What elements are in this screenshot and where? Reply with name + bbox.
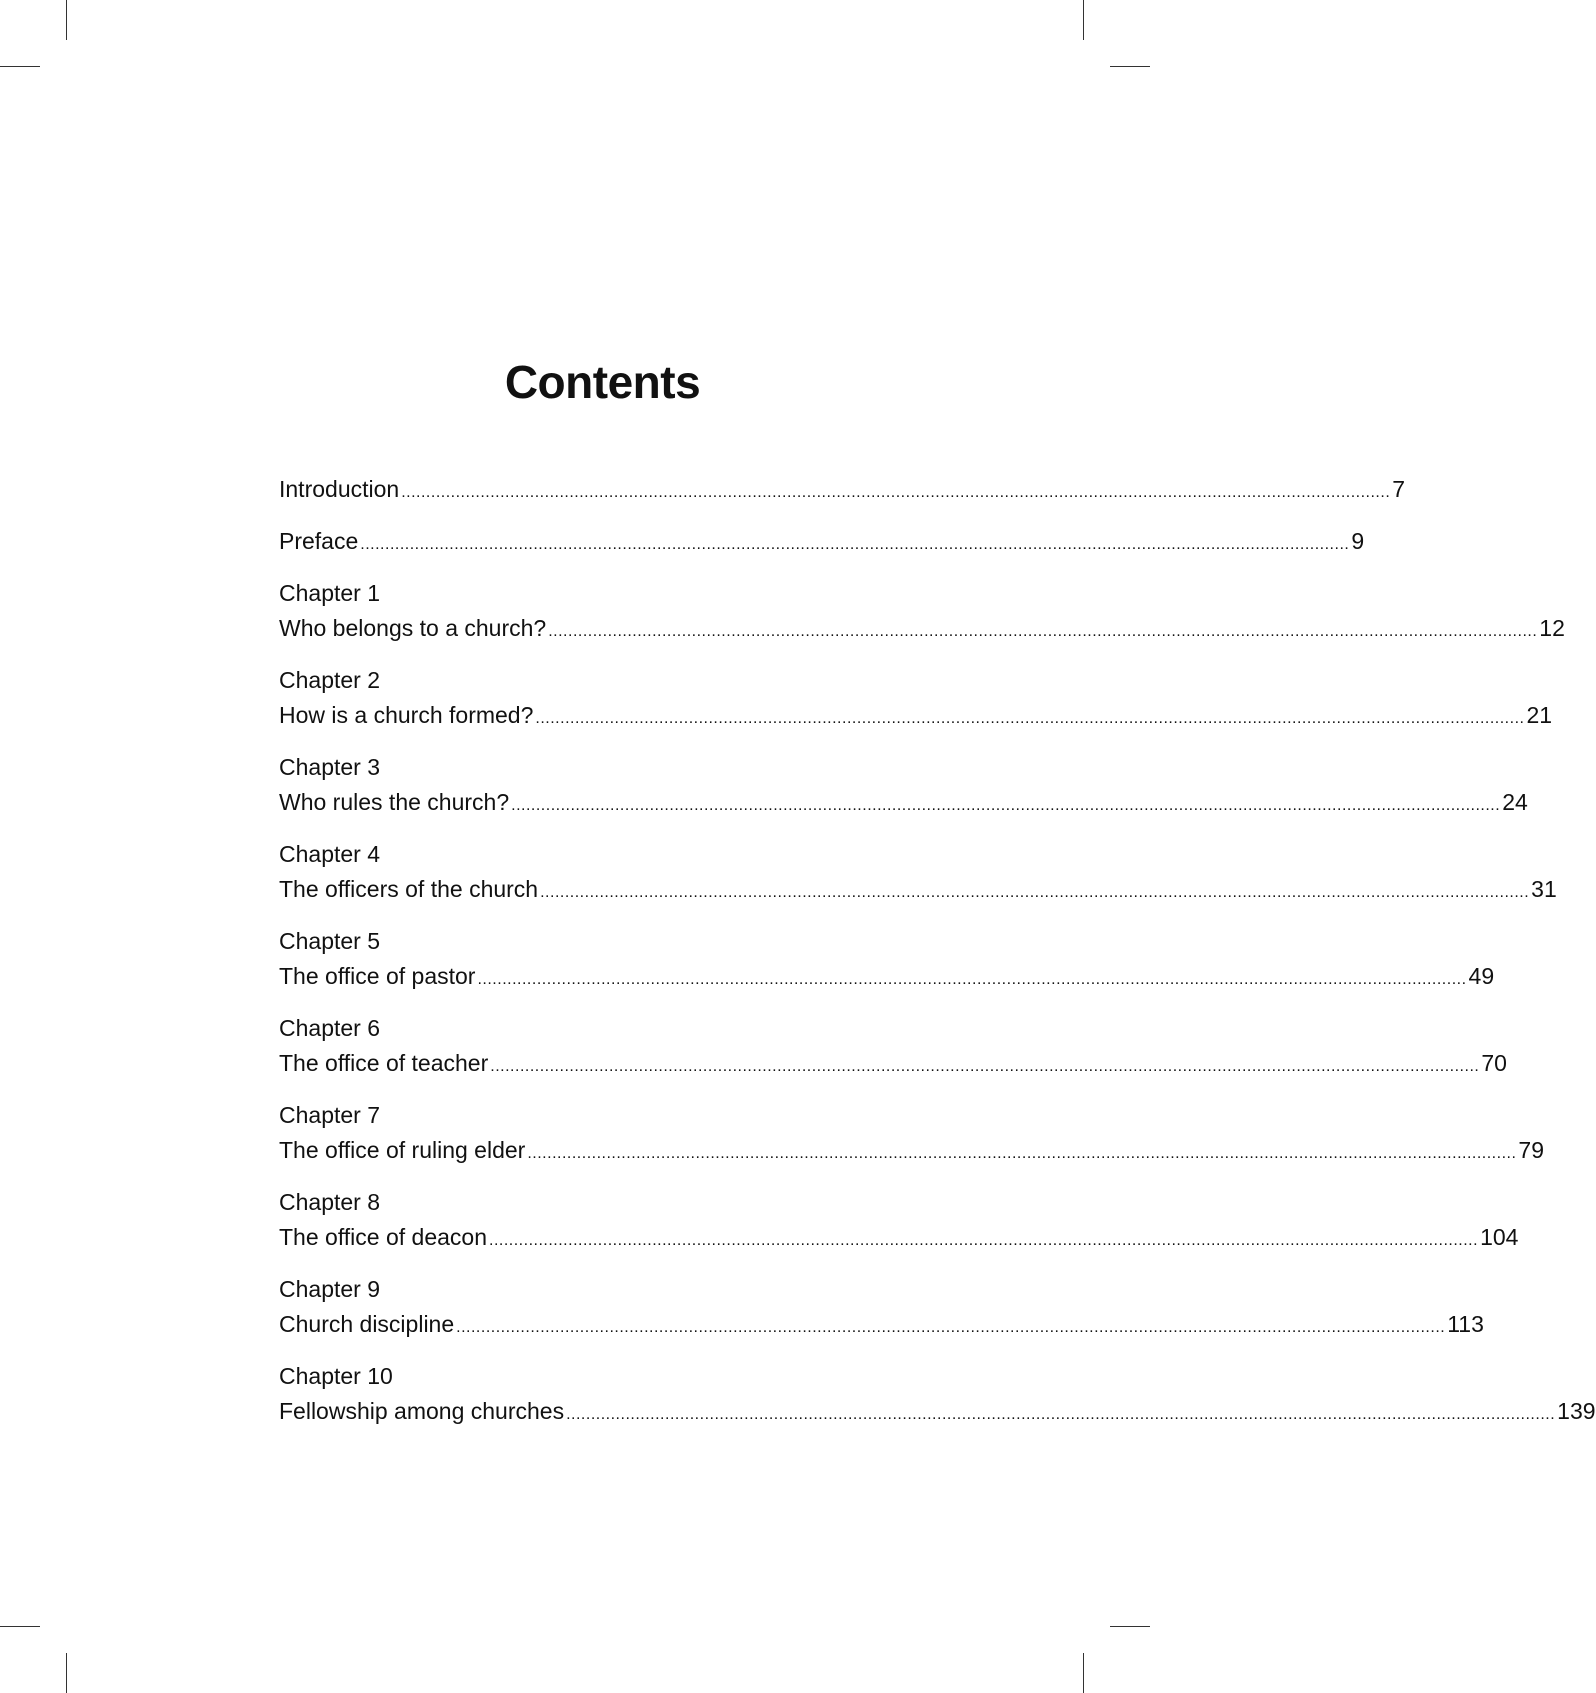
- dot-leader: ........................................................................................................................................................................................................: [540, 884, 1530, 901]
- toc-entry-title: Church discipline: [279, 1311, 455, 1337]
- toc-page-number: 12: [1539, 615, 1565, 641]
- toc-entry: [279, 1272, 1484, 1342]
- dot-leader: ........................................................................................................................................................................................................: [360, 536, 1350, 553]
- toc-entry: [279, 576, 1565, 646]
- toc-line[interactable]: [279, 472, 1406, 507]
- toc-entry-title: The office of pastor: [279, 963, 476, 989]
- toc-line[interactable]: [279, 524, 1365, 559]
- dot-leader: ........................................................................................................................................................................................................: [527, 1145, 1517, 1162]
- toc-entry-title: The office of deacon: [279, 1224, 487, 1250]
- toc-page-number: 139: [1557, 1398, 1596, 1424]
- toc-entry-title: How is a church formed?: [279, 702, 534, 728]
- dot-leader: ........................................................................................................................................................................................................: [566, 1406, 1556, 1423]
- toc-page-number: 70: [1481, 1050, 1507, 1076]
- toc-entry-title: Who belongs to a church?: [279, 615, 547, 641]
- toc-page-number: 21: [1526, 702, 1553, 728]
- toc-entry-title: Introduction: [279, 476, 400, 502]
- toc-entry: [279, 472, 1406, 507]
- crop-mark-bottom-left: [66, 1653, 67, 1693]
- chapter-label: Chapter 4: [279, 841, 381, 867]
- dot-leader: ........................................................................................................................................................................................................: [548, 623, 1538, 640]
- toc-entry-title: Who rules the church?: [279, 789, 510, 815]
- chapter-label: Chapter 7: [279, 1102, 381, 1128]
- chapter-label: Chapter 1: [279, 580, 381, 606]
- toc-page-number: 113: [1447, 1311, 1484, 1337]
- toc-entry: [279, 1011, 1507, 1081]
- toc-line[interactable]: [279, 1394, 1596, 1429]
- toc-line[interactable]: [279, 698, 1553, 733]
- dot-leader: ........................................................................................................................................................................................................: [511, 797, 1501, 814]
- toc-line[interactable]: [279, 872, 1557, 907]
- toc-entry-title: Preface: [279, 528, 359, 554]
- toc-entry: [279, 1359, 1596, 1429]
- chapter-label: Chapter 9: [279, 1276, 381, 1302]
- toc-entry: [279, 750, 1528, 820]
- toc-page-number: 104: [1480, 1224, 1519, 1250]
- toc-entry: [279, 1098, 1544, 1168]
- dot-leader: ........................................................................................................................................................................................................: [456, 1319, 1446, 1336]
- toc-line[interactable]: [279, 1046, 1507, 1081]
- crop-mark-bottom-right: [1083, 1653, 1084, 1693]
- crop-mark-bottom-right-h: [1110, 1626, 1150, 1627]
- dot-leader: ........................................................................................................................................................................................................: [535, 710, 1525, 727]
- dot-leader: ........................................................................................................................................................................................................: [477, 971, 1467, 988]
- chapter-label: Chapter 2: [279, 667, 381, 693]
- toc-line[interactable]: [279, 785, 1528, 820]
- toc-line[interactable]: [279, 1133, 1544, 1168]
- toc-page-number: 49: [1468, 963, 1495, 989]
- toc-entry: [279, 524, 1365, 559]
- chapter-label: Chapter 6: [279, 1015, 381, 1041]
- chapter-label: Chapter 5: [279, 928, 381, 954]
- toc-line[interactable]: [279, 1307, 1484, 1342]
- toc-line[interactable]: [279, 611, 1565, 646]
- toc-page-number: 24: [1502, 789, 1528, 815]
- dot-leader: ........................................................................................................................................................................................................: [489, 1232, 1479, 1249]
- toc-entry-title: Fellowship among churches: [279, 1398, 565, 1424]
- toc-page-number: 7: [1392, 476, 1406, 502]
- chapter-label: Chapter 3: [279, 754, 381, 780]
- crop-mark-top-right-h: [1110, 66, 1150, 67]
- toc-entry: [279, 924, 1495, 994]
- toc-line[interactable]: [279, 1220, 1519, 1255]
- crop-mark-top-right: [1083, 0, 1084, 40]
- crop-mark-bottom-left-h: [0, 1626, 40, 1627]
- toc-entry-title: The office of teacher: [279, 1050, 489, 1076]
- crop-mark-top-left: [66, 0, 67, 40]
- toc-entry: [279, 663, 1553, 733]
- toc-entry-title: The office of ruling elder: [279, 1137, 526, 1163]
- toc-page-number: 9: [1351, 528, 1365, 554]
- toc-entry-title: The officers of the church: [279, 876, 539, 902]
- toc-entry: [279, 837, 1557, 907]
- chapter-label: Chapter 10: [279, 1363, 393, 1389]
- dot-leader: ........................................................................................................................................................................................................: [490, 1058, 1480, 1075]
- crop-mark-top-left-h: [0, 66, 40, 67]
- toc-page-number: 31: [1531, 876, 1557, 902]
- toc-entry: [279, 1185, 1519, 1255]
- dot-leader: ........................................................................................................................................................................................................: [401, 484, 1391, 501]
- table-of-contents: [279, 472, 1596, 1446]
- toc-page-number: 79: [1518, 1137, 1544, 1163]
- page-title: Contents: [504, 356, 701, 408]
- chapter-label: Chapter 8: [279, 1189, 381, 1215]
- toc-line[interactable]: [279, 959, 1495, 994]
